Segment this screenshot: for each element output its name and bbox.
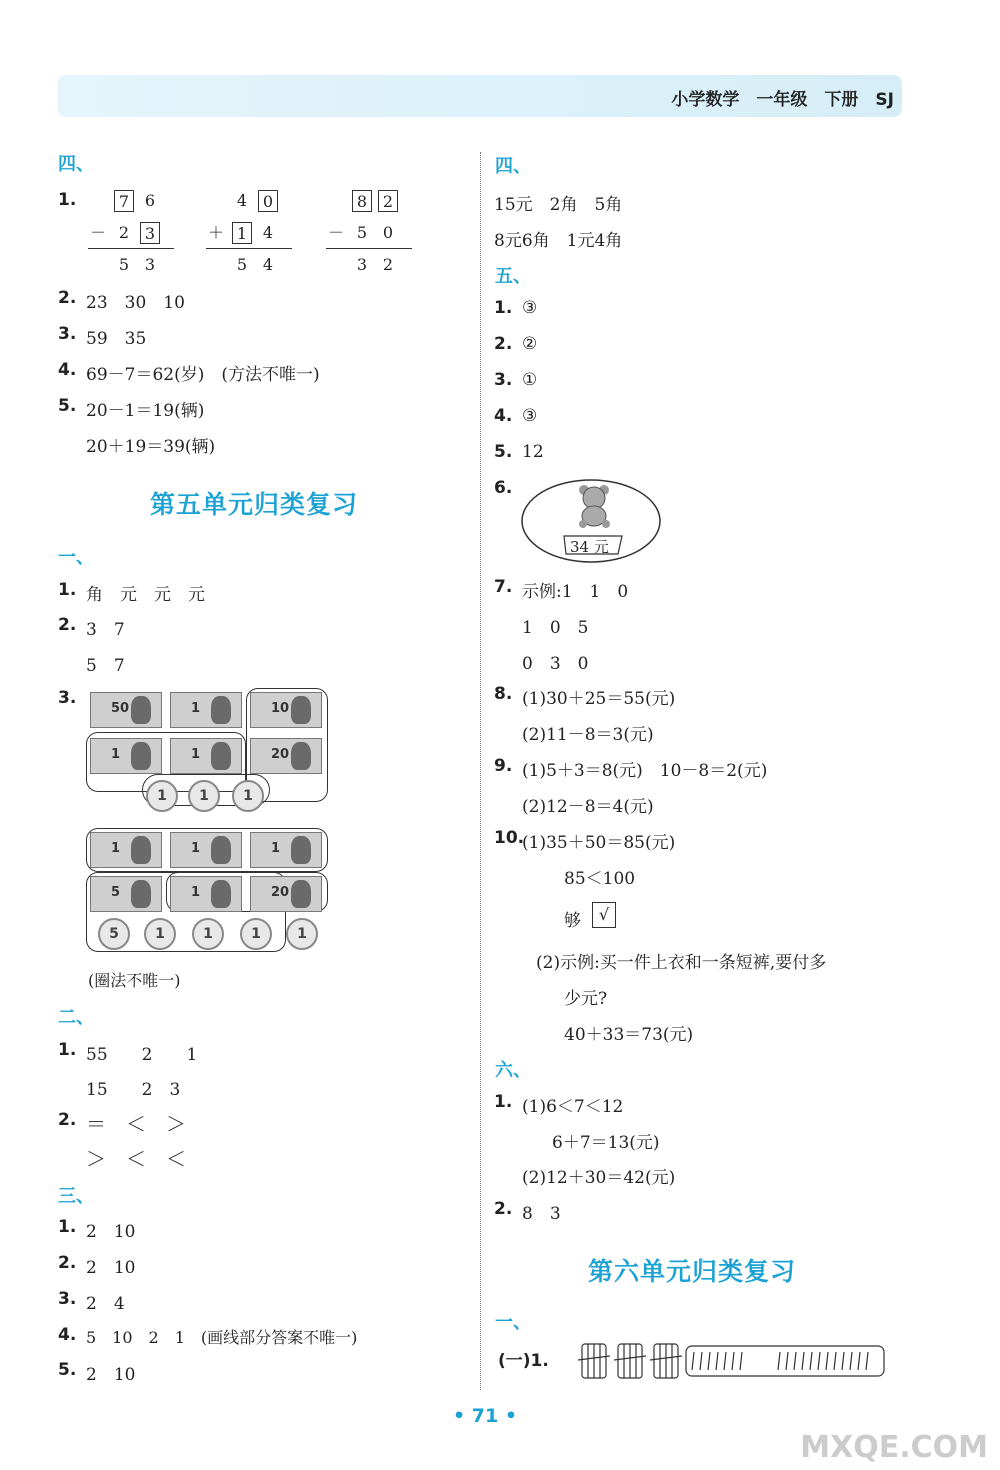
vertical-calc-2: 4 0 ＋ 1 4 5 4	[206, 190, 296, 280]
answer-text: 12	[522, 442, 544, 462]
question-number: 2.	[494, 334, 513, 354]
question-number: 10.	[494, 828, 525, 848]
page-header	[58, 75, 902, 117]
question-number: (一)1.	[498, 1351, 549, 1371]
question-number: 2.	[58, 1253, 77, 1273]
vertical-calc-1: 7 6 － 2 3 5 3	[88, 190, 178, 280]
section-4-heading: 四、	[58, 154, 94, 175]
check-box: √	[592, 902, 616, 928]
question-number: 3.	[58, 688, 77, 708]
calc-line	[326, 248, 412, 249]
coin: 1	[146, 780, 178, 812]
answer-text: ②	[522, 334, 538, 354]
banknote: 20	[250, 876, 322, 912]
answer-text: (1)5＋3＝8(元) 10－8＝2(元)	[522, 761, 768, 781]
banknote: 1	[250, 832, 322, 868]
question-number: 4.	[58, 1325, 77, 1345]
page-number: • 71 •	[453, 1405, 517, 1427]
question-number: 3.	[494, 370, 513, 390]
question-number: 3.	[58, 1289, 77, 1309]
banknote: 1	[90, 832, 162, 868]
answer-text: ①	[522, 370, 538, 390]
answer-text: 8元6角 1元4角	[494, 231, 623, 251]
answer-text: 2 10	[86, 1258, 136, 1278]
unit-6-title: 第六单元归类复习	[588, 1257, 797, 1286]
money-circling-figure-2	[86, 828, 331, 953]
answer-text: 少元?	[564, 989, 608, 1009]
digit-box: 7	[114, 190, 134, 212]
question-number: 5.	[58, 396, 77, 416]
banknote: 1	[170, 876, 242, 912]
answer-text: 2 10	[86, 1222, 136, 1242]
question-number: 9.	[494, 756, 513, 776]
answer-text: 0 3 0	[522, 654, 589, 674]
section-4-heading-right: 四、	[495, 156, 531, 177]
coin: 1	[188, 780, 220, 812]
answer-text: 23 30 10	[86, 293, 185, 313]
answer-text: 6＋7＝13(元)	[552, 1133, 660, 1153]
question-number: 2.	[494, 1199, 513, 1219]
answer-text: ＞ ＜ ＜	[86, 1147, 186, 1171]
watermark: MXQE.COM	[800, 1430, 988, 1465]
coin: 1	[192, 918, 224, 950]
teddy-bear-figure	[520, 478, 662, 564]
calc-line	[206, 248, 292, 249]
answer-text: 3 7	[86, 620, 125, 640]
digit-box: 2	[378, 190, 398, 212]
section-3-heading: 三、	[58, 1186, 94, 1207]
answer-text: 20＋19＝39(辆)	[86, 437, 216, 457]
unit-5-title: 第五单元归类复习	[150, 490, 359, 519]
section-6-heading: 六、	[495, 1060, 531, 1081]
answer-text: (2)11－8＝3(元)	[522, 725, 654, 745]
answer-text: ＝ ＜ ＞	[86, 1112, 186, 1136]
banknote: 1	[90, 738, 162, 774]
answer-text: 40＋33＝73(元)	[564, 1025, 694, 1045]
answer-text: 角 元 元 元	[86, 585, 205, 605]
money-circling-figure-1	[86, 688, 331, 813]
header-title: 小学数学 一年级 下册 SJ	[671, 90, 894, 110]
banknote: 5	[90, 876, 162, 912]
answer-text: 示例:1 1 0	[522, 582, 629, 602]
answer-text: 59 35	[86, 329, 147, 349]
answer-text: ③	[522, 298, 538, 318]
question-number: 1.	[58, 190, 77, 210]
coin: 5	[98, 918, 130, 950]
question-number: 1.	[494, 298, 513, 318]
counting-sticks-icon	[578, 1340, 888, 1382]
digit-box: 0	[258, 190, 278, 212]
answer-text: 55 2 1	[86, 1045, 198, 1065]
question-number: 2.	[58, 1110, 77, 1130]
answer-text: 5 10 2 1 (画线部分答案不唯一)	[86, 1328, 358, 1347]
answer-text: 20－1＝19(辆)	[86, 401, 205, 421]
answer-text: 15元 2角 5角	[494, 195, 623, 215]
section-2-heading: 二、	[58, 1007, 94, 1028]
method-note: (圈法不唯一)	[88, 971, 181, 990]
digit-box: 8	[352, 190, 372, 212]
question-number: 1.	[58, 1040, 77, 1060]
question-number: 6.	[494, 478, 513, 498]
answer-text: 2 4	[86, 1294, 125, 1314]
question-number: 5.	[58, 1360, 77, 1380]
section-5-heading: 五、	[495, 266, 531, 287]
answer-text: (2)12＋30＝42(元)	[522, 1168, 676, 1188]
answer-text: (1)30＋25＝55(元)	[522, 689, 676, 709]
answer-text: 8 3	[522, 1204, 561, 1224]
answer-text: ③	[522, 406, 538, 426]
banknote: 1	[170, 738, 242, 774]
answer-text: 15 2 3	[86, 1080, 181, 1100]
question-number: 2.	[58, 615, 77, 635]
banknote: 50	[90, 692, 162, 728]
question-number: 1.	[494, 1092, 513, 1112]
banknote: 20	[250, 738, 322, 774]
digit-box: 3	[140, 222, 160, 244]
coin: 1	[144, 918, 176, 950]
answer-text: 69－7＝62(岁) (方法不唯一)	[86, 365, 320, 385]
section-1-heading: 一、	[58, 547, 94, 568]
question-number: 4.	[58, 360, 77, 380]
question-number: 4.	[494, 406, 513, 426]
digit-box: 1	[232, 222, 252, 244]
vertical-calc-3: 8 2 － 5 0 3 2	[326, 190, 416, 280]
question-number: 1.	[58, 580, 77, 600]
coin: 1	[286, 918, 318, 950]
column-divider	[480, 152, 481, 1390]
question-number: 5.	[494, 442, 513, 462]
answer-text: (2)示例:买一件上衣和一条短裤,要付多	[536, 953, 827, 973]
answer-text: 85＜100	[564, 869, 636, 889]
answer-text: 1 0 5	[522, 618, 589, 638]
answer-text: (2)12－8＝4(元)	[522, 797, 654, 817]
calc-line	[88, 248, 174, 249]
answer-text: 2 10	[86, 1365, 136, 1385]
banknote: 1	[170, 692, 242, 728]
answer-text: 够	[564, 911, 581, 931]
question-number: 3.	[58, 324, 77, 344]
banknote: 10	[250, 692, 322, 728]
price-tag: 34 元	[570, 538, 609, 556]
banknote: 1	[170, 832, 242, 868]
answer-text: (1)35＋50＝85(元)	[522, 833, 676, 853]
coin: 1	[232, 780, 264, 812]
answer-text: 5 7	[86, 656, 125, 676]
question-number: 8.	[494, 684, 513, 704]
answer-text: (1)6＜7＜12	[522, 1097, 624, 1117]
section-1-heading-right: 一、	[495, 1312, 531, 1333]
coin: 1	[240, 918, 272, 950]
question-number: 2.	[58, 288, 77, 308]
question-number: 7.	[494, 577, 513, 597]
question-number: 1.	[58, 1217, 77, 1237]
